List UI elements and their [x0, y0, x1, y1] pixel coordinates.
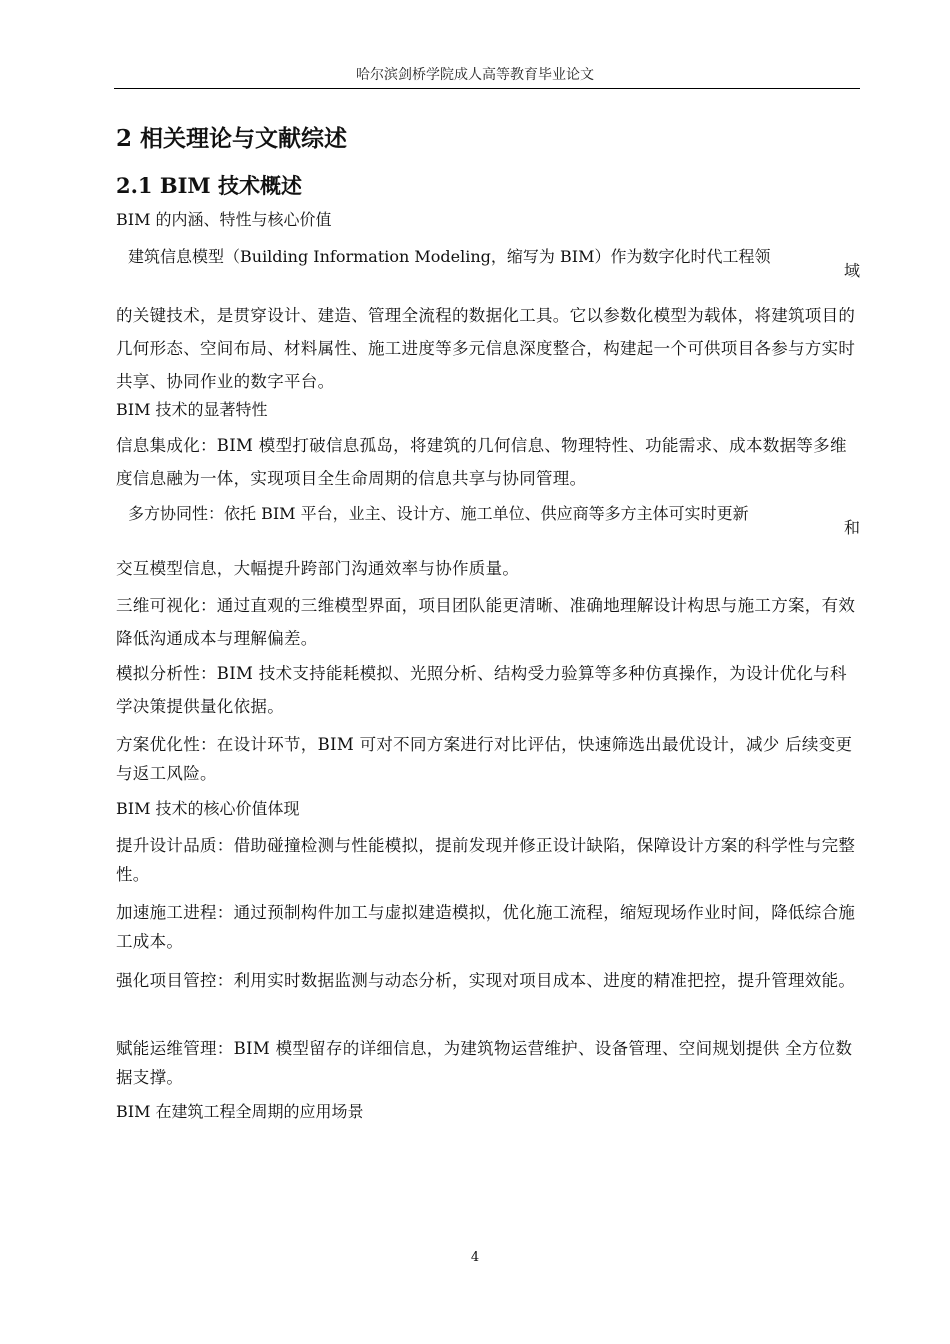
value-control: 强化项目管控：利用实时数据监测与动态分析，实现对项目成本、进度的精准把控，提升管理效能。 [116, 971, 856, 990]
page-header: 哈尔滨剑桥学院成人高等教育毕业论文 [356, 67, 594, 83]
value-operation: 赋能运维管理：BIM 模型留存的详细信息，为建筑物运营维护、设备管理、空间规划提供 全方位数据支撑。 [116, 1039, 853, 1087]
definition-first-line [116, 245, 860, 280]
chapter-heading: 2 相关理论与文献综述 [116, 125, 348, 152]
section-heading: 2.1 BIM 技术概述 [116, 173, 302, 198]
subheading-core-value: BIM 技术的核心价值体现 [116, 799, 300, 818]
value-construction: 加速施工进程：通过预制构件加工与虚拟建造模拟，优化施工流程，缩短现场作业时间，降低综合施工成本。 [116, 903, 856, 951]
feature-collaboration: 交互模型信息，大幅提升跨部门沟通效率与协作质量。 [116, 559, 520, 578]
collaboration-line-main: 多方协同性：依托 BIM 平台，业主、设计方、施工单位、供应商等多方主体可实时更新 [128, 504, 749, 523]
header-rule [114, 88, 860, 89]
definition-line-tail: 域 [843, 261, 860, 280]
value-design: 提升设计品质：借助碰撞检测与性能模拟，提前发现并修正设计缺陷，保障设计方案的科学性与完整性。 [116, 836, 856, 884]
feature-optimization: 方案优化性：在设计环节，BIM 可对不同方案进行对比评估，快速筛选出最优设计，减少 后续变更与返工风险。 [116, 735, 853, 783]
subheading-connotation: BIM 的内涵、特性与核心价值 [116, 210, 332, 229]
subheading-features: BIM 技术的显著特性 [116, 400, 268, 419]
feature-simulation: 模拟分析性：BIM 技术支持能耗模拟、光照分析、结构受力验算等多种仿真操作，为设计优化与科学决策提供量化依据。 [116, 664, 847, 716]
definition-paragraph: 的关键技术，是贯穿设计、建造、管理全流程的数据化工具。它以参数化模型为载体，将建筑项目的几何形态、空间布局、材料属性、施工进度等多元信息深度整合，构建起一个可供项目各参与方实时共享、协同作业的数字平台。 [116, 306, 856, 391]
collaboration-first-line [116, 502, 860, 537]
feature-visualization: 三维可视化：通过直观的三维模型界面，项目团队能更清晰、准确地理解设计构思与施工方案，有效降低沟通成本与理解偏差。 [116, 596, 856, 648]
feature-integration: 信息集成化：BIM 模型打破信息孤岛，将建筑的几何信息、物理特性、功能需求、成本数据等多维度信息融为一体，实现项目全生命周期的信息共享与协同管理。 [116, 436, 847, 488]
subheading-application: BIM 在建筑工程全周期的应用场景 [116, 1102, 364, 1121]
collaboration-line-tail: 和 [843, 518, 860, 537]
definition-line-main: 建筑信息模型（Building Information Modeling，缩写为 BIM）作为数字化时代工程领 [128, 247, 771, 266]
page-number: 4 [470, 1250, 480, 1265]
